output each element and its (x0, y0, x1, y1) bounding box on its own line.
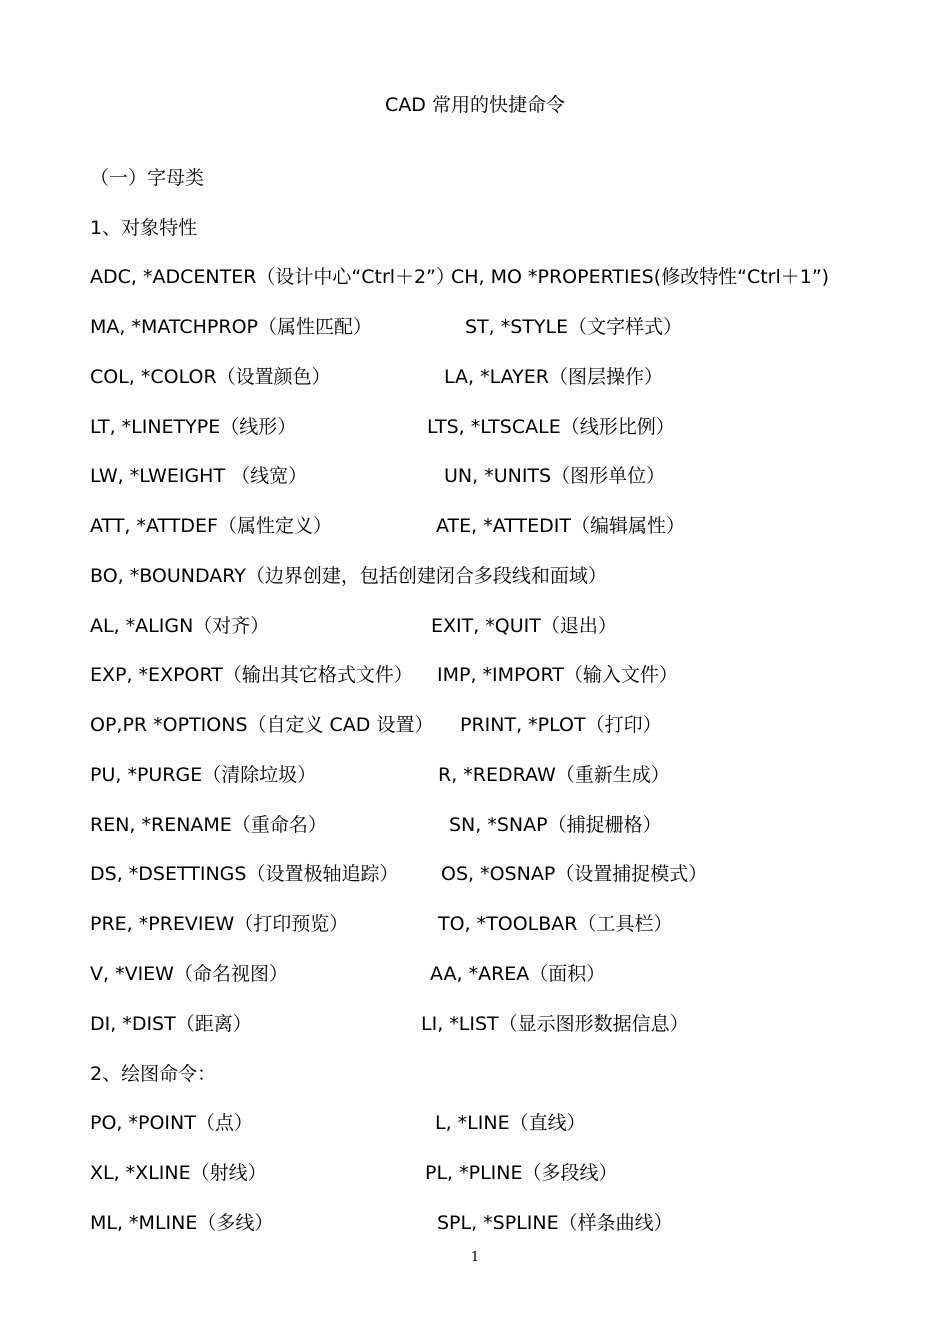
command-right: OS, *OSNAP（设置捕捉模式） (441, 863, 708, 885)
command-row (0, 812, 950, 838)
command-right: IMP, *IMPORT（输入文件） (437, 664, 678, 686)
command-right: LA, *LAYER（图层操作） (444, 366, 663, 388)
command-left: DS, *DSETTINGS（设置极轴追踪） (90, 863, 399, 885)
command-left: LT, *LINETYPE（线形） (90, 416, 297, 438)
command-right: L, *LINE（直线） (435, 1112, 586, 1134)
command-right: UN, *UNITS（图形单位） (444, 465, 666, 487)
command-left: ADC, *ADCENTER（设计中心“Ctrl＋2”） (90, 266, 455, 288)
command-left: REN, *RENAME（重命名） (90, 814, 327, 836)
command-left: MA, *MATCHPROP（属性匹配） (90, 316, 373, 338)
command-right: LTS, *LTSCALE（线形比例） (427, 416, 675, 438)
command-left: V, *VIEW（命名视图） (90, 963, 288, 985)
command-row (0, 1011, 950, 1037)
command-row (0, 264, 950, 290)
command-left: EXP, *EXPORT（输出其它格式文件） (90, 664, 413, 686)
page-number: 1 (470, 1250, 480, 1265)
command-left: PRE, *PREVIEW（打印预览） (90, 913, 349, 935)
command-row (0, 314, 950, 340)
command-right: ATE, *ATTEDIT（编辑属性） (436, 515, 685, 537)
command-row (0, 563, 950, 589)
command-left: COL, *COLOR（设置颜色） (90, 366, 331, 388)
command-left: AL, *ALIGN（对齐） (90, 615, 270, 637)
command-right: EXIT, *QUIT（退出） (431, 615, 617, 637)
command-left: PO, *POINT（点） (90, 1112, 253, 1134)
command-row (0, 1110, 950, 1136)
command-left: PU, *PURGE（清除垃圾） (90, 764, 317, 786)
command-row (0, 364, 950, 390)
page-title: CAD 常用的快捷命令 (385, 94, 565, 116)
command-right: SPL, *SPLINE（样条曲线） (437, 1212, 673, 1234)
command-row (0, 911, 950, 937)
command-row (0, 1210, 950, 1236)
command-row (0, 961, 950, 987)
command-row (0, 613, 950, 639)
command-row (0, 662, 950, 688)
command-left: DI, *DIST（距离） (90, 1013, 252, 1035)
command-right: LI, *LIST（显示图形数据信息） (421, 1013, 689, 1035)
command-left: LW, *LWEIGHT （线宽） (90, 465, 308, 487)
command-row (0, 861, 950, 887)
command-row (0, 712, 950, 738)
subsection-heading-object-properties: 1、对象特性 (90, 217, 198, 239)
command-row (0, 513, 950, 539)
command-left: XL, *XLINE（射线） (90, 1162, 267, 1184)
section-heading: （一）字母类 (90, 167, 205, 189)
command-right: R, *REDRAW（重新生成） (438, 764, 670, 786)
command-right: TO, *TOOLBAR（工具栏） (438, 913, 673, 935)
command-left: OP,PR *OPTIONS（自定义 CAD 设置） (90, 714, 434, 736)
command-row (0, 414, 950, 440)
command-row (0, 463, 950, 489)
command-left: ML, *MLINE（多线） (90, 1212, 274, 1234)
command-row (0, 1160, 950, 1186)
command-right: PL, *PLINE（多段线） (425, 1162, 618, 1184)
command-right: SN, *SNAP（捕捉栅格） (449, 814, 662, 836)
command-full: BO, *BOUNDARY（边界创建，包括创建闭合多段线和面域） (90, 565, 607, 587)
command-right: AA, *AREA（面积） (430, 963, 606, 985)
command-left: ATT, *ATTDEF（属性定义） (90, 515, 332, 537)
command-right: ST, *STYLE（文字样式） (465, 316, 683, 338)
command-right: PRINT, *PLOT（打印） (460, 714, 662, 736)
subsection-heading-draw-commands: 2、绘图命令： (90, 1063, 217, 1085)
command-row (0, 762, 950, 788)
command-right: CH, MO *PROPERTIES(修改特性“Ctrl＋1”) (451, 266, 830, 288)
